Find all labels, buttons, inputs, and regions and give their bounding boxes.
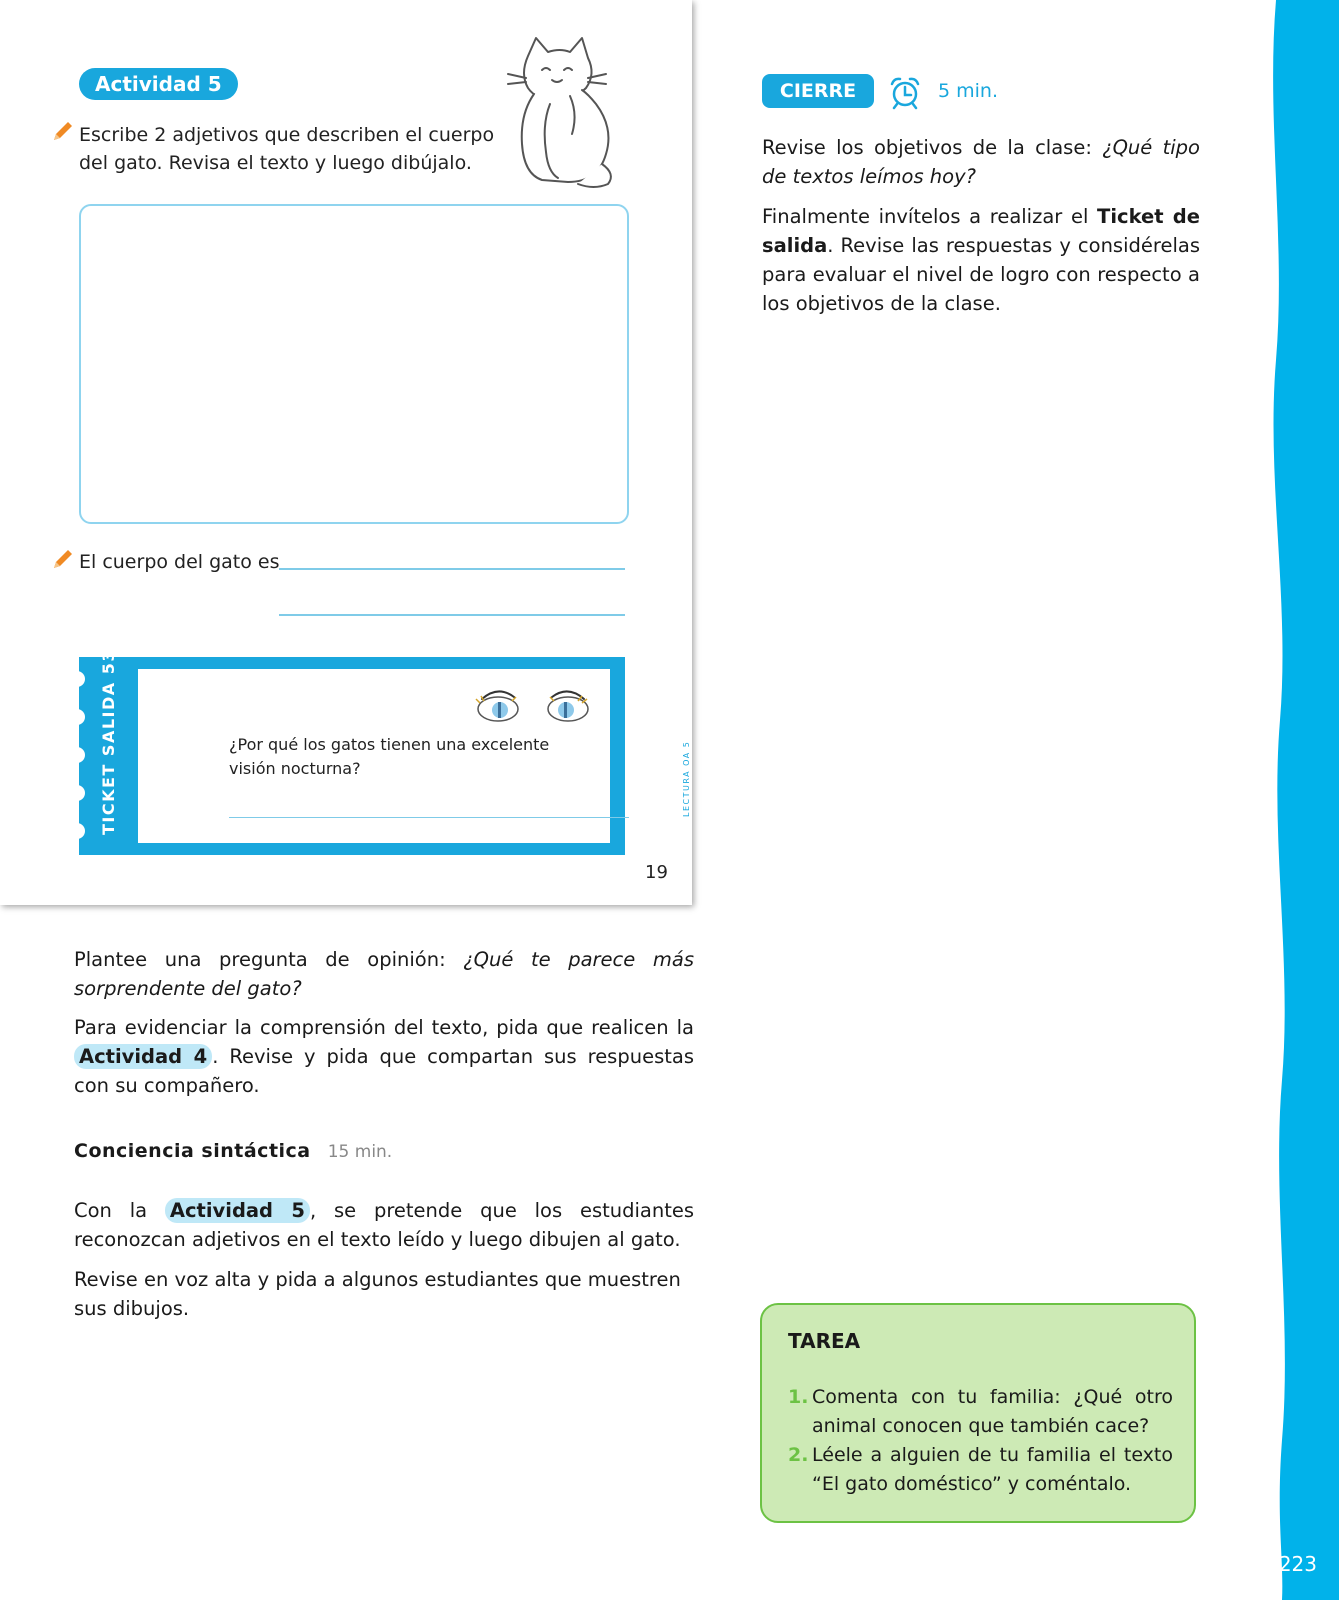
opinion-question: ¿Qué te parece más sorprendente del gato? — [74, 948, 694, 1000]
cierre-time: 5 min. — [938, 80, 998, 102]
exit-ticket — [79, 649, 691, 855]
ticket-question-line-1: ¿Por qué los gatos tienen una excelente — [229, 735, 550, 754]
activity-label: Actividad 5 — [79, 68, 238, 100]
ticket-question-line-2: visión nocturna? — [229, 759, 361, 778]
worksheet-card — [0, 0, 692, 905]
ticket-body — [138, 669, 691, 843]
list-item-number: 1. — [788, 1386, 809, 1408]
list-item-text: Léele a alguien de tu familia el texto “El gato doméstico” y coméntalo. — [812, 1444, 1173, 1495]
comprehension-text-before: Para evidenciar la comprensión del texto, pida que realicen la — [74, 1016, 694, 1039]
cierre-text-before: Finalmente invítelos a realizar el — [762, 205, 1098, 228]
list-item-text: Comenta con tu familia: ¿Qué otro animal conocen que también cace? — [812, 1386, 1173, 1437]
ticket-question — [229, 733, 559, 781]
ticket-notches — [73, 657, 89, 855]
opinion-prefix: Plantee una pregunta de opinión: — [74, 948, 464, 971]
ticket-de-salida-bold: Ticket de salida — [762, 205, 1200, 257]
tarea-box — [760, 1303, 1196, 1523]
activity-4-highlight: Actividad 4 — [74, 1044, 212, 1069]
cat-illustration — [498, 34, 628, 194]
cierre-label: CIERRE — [762, 74, 874, 108]
cierre-paragraph-1 — [762, 133, 1200, 191]
list-item — [788, 1441, 1173, 1499]
opinion-paragraph — [74, 945, 694, 1003]
cierre-paragraph-2 — [762, 202, 1200, 318]
drawing-area[interactable] — [79, 204, 629, 524]
pencil-icon — [52, 548, 74, 570]
activity-5-highlight: Actividad 5 — [165, 1198, 310, 1223]
cierre-prefix: Revise los objetivos de la clase: — [762, 136, 1103, 159]
activity-5-text-after: , se pretende que los estudiantes reconozcan adjetivos en el texto leído y luego dibujen al gato. — [74, 1199, 695, 1251]
activity-5-paragraph — [74, 1196, 694, 1254]
instruction-line-1: Escribe 2 adjetivos que describen el cuerpo — [79, 124, 495, 146]
cierre-text-after: . Revise las respuestas y considérelas para evaluar el nivel de logro con respecto a los objetivos de la clase. — [762, 234, 1200, 315]
section-title: Conciencia sintáctica — [74, 1140, 311, 1162]
review-paragraph: Revise en voz alta y pida a algunos estudiantes que muestren sus dibujos. — [74, 1268, 681, 1320]
ticket-side-label: LECTURA OA 5 — [682, 740, 691, 817]
list-item — [788, 1383, 1173, 1441]
answer-line-1[interactable] — [279, 568, 625, 570]
cat-eyes-illustration — [474, 683, 594, 727]
comprehension-text-after: . Revise y pida que compartan sus respuestas con su compañero. — [74, 1045, 694, 1097]
ticket-label: TICKET SALIDA 53 — [99, 649, 118, 835]
answer-line-2[interactable] — [279, 614, 625, 616]
sentence-prompt: El cuerpo del gato es — [79, 551, 280, 573]
activity-5-text-before: Con la — [74, 1199, 165, 1222]
tarea-list — [788, 1383, 1173, 1499]
section-heading — [74, 1140, 392, 1162]
list-item-number: 2. — [788, 1444, 809, 1466]
instruction-line-2: del gato. Revisa el texto y luego dibújalo. — [79, 152, 472, 174]
cierre-question: ¿Qué tipo de textos leímos hoy? — [762, 136, 1200, 188]
alarm-clock-icon — [888, 76, 922, 110]
ticket-answer-line[interactable] — [229, 817, 629, 818]
tarea-title: TAREA — [788, 1329, 861, 1353]
page-number: 223 — [1278, 1552, 1317, 1576]
section-time: 15 min. — [327, 1142, 393, 1162]
worksheet-page-number: 19 — [645, 862, 668, 883]
pencil-icon — [52, 120, 74, 142]
comprehension-paragraph — [74, 1013, 694, 1100]
